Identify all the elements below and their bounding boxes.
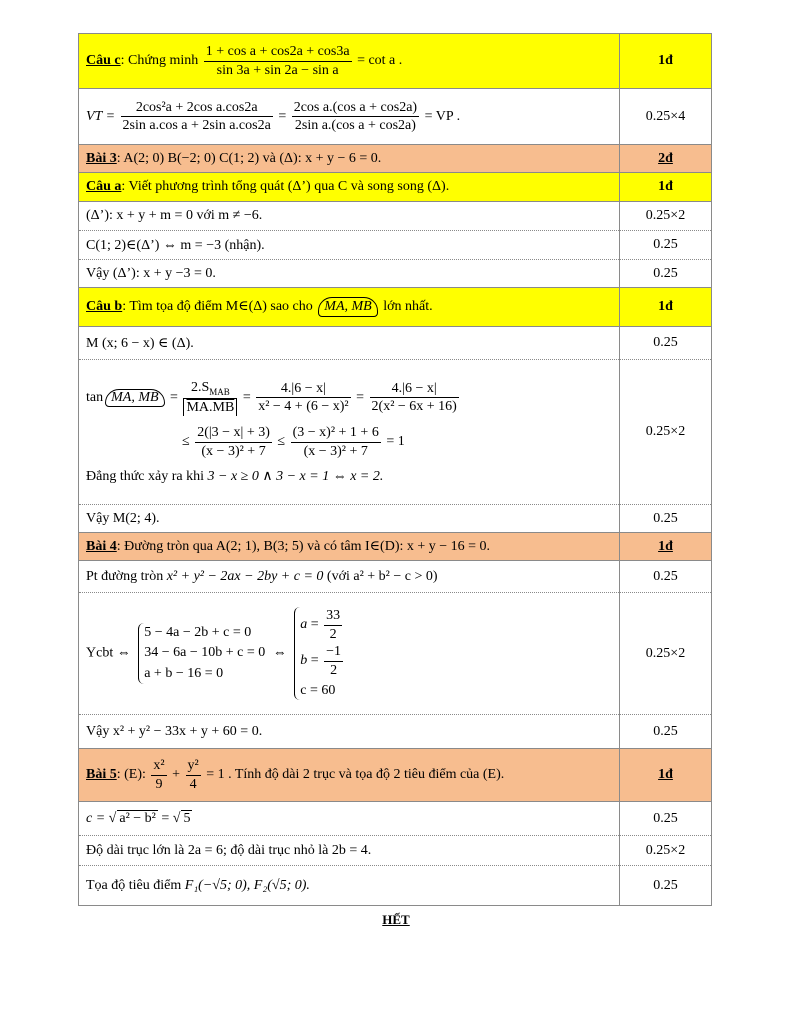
bai-3-label: Bài 3 bbox=[86, 150, 117, 166]
d1-score: 0.25 bbox=[620, 802, 712, 836]
row-d1 bbox=[79, 802, 712, 836]
row-d2 bbox=[79, 836, 712, 866]
a3-score: 0.25 bbox=[620, 260, 712, 288]
c2-a-num: 33 bbox=[324, 607, 342, 626]
cau-c-rhs: = cot a . bbox=[353, 53, 403, 69]
b3-text: Vậy M(2; 4). bbox=[79, 505, 620, 533]
bai-5-tail: = 1 . Tính độ dài 2 trục và tọa độ 2 tiêu điểm của (E). bbox=[202, 767, 505, 783]
bai-3-text: : A(2; 0) B(−2; 0) C(1; 2) và (Δ): x + y − 6 = 0. bbox=[116, 150, 382, 166]
cau-c-num: 1 + cos a + cos2a + cos3a bbox=[204, 43, 352, 62]
bai-4-score: 1đ bbox=[620, 533, 712, 561]
c2-eq-1: 5 − 4a − 2b + c = 0 bbox=[144, 625, 252, 641]
bai-5-d1: 9 bbox=[155, 776, 163, 792]
b2-f4-den: (x − 3)² + 7 bbox=[201, 443, 266, 459]
row-c1 bbox=[79, 561, 712, 593]
vt-den1: 2sin a.cos a + 2sin a.cos2a bbox=[122, 118, 271, 133]
row-b1 bbox=[79, 327, 712, 360]
b2-line-2: ≤ $\frac{2(|3 - x| + 3)}{\text{(x − 3)² + 7}}$ ≤ $\frac{\text{(3 − x)² + 1 + 6}}{\text{(x − 3)² + 7}}$ = 1 bbox=[182, 425, 405, 459]
a2-score: 0.25 bbox=[620, 231, 712, 260]
b1-text: M (x; 6 − x) ∈ (Δ). bbox=[79, 327, 620, 360]
b2-f1-num: 2.S bbox=[190, 379, 210, 395]
bai-5-d2: 4 bbox=[189, 776, 197, 792]
d3-foci: F₁(−√5; 0), F₂(√5; 0). bbox=[184, 877, 310, 893]
row-a3 bbox=[79, 260, 712, 288]
d1-mid: = bbox=[157, 811, 173, 826]
c3-score: 0.25 bbox=[620, 715, 712, 749]
d1-text: c = √ a² − b² = √ 5 bbox=[79, 802, 620, 836]
bai-5-question: Bài 5: (E): $\frac{\text{x²}}{9}$ + $\frac{\text{y²}}{4}$ = 1 . Tính độ dài 2 trục và tọa độ 2 tiêu điểm của (E). bbox=[79, 749, 620, 802]
c1-cond: (với a² + b² − c > 0) bbox=[323, 568, 438, 584]
c1-lead: Pt đường tròn bbox=[86, 568, 167, 584]
c2-system-2 bbox=[294, 607, 345, 699]
b2-f1-den: MA.MB bbox=[183, 399, 237, 417]
vt-frac-2 bbox=[292, 99, 419, 135]
bai-4-question bbox=[79, 533, 620, 561]
a1-score: 0.25×2 bbox=[620, 202, 712, 231]
b2-f5-den: (x − 3)² + 7 bbox=[303, 443, 368, 459]
c2-system-1 bbox=[138, 623, 265, 684]
b2-f3-num: 4.|6 − x| bbox=[370, 380, 459, 399]
cau-c-fraction bbox=[204, 43, 352, 79]
c2-b-line: b = $\frac{-1}{2}$ bbox=[300, 644, 342, 678]
d2-score: 0.25×2 bbox=[620, 836, 712, 866]
bai-5-frac-y bbox=[186, 757, 201, 793]
b2-eq-text: Đẳng thức xảy ra khi bbox=[86, 469, 208, 485]
row-bai-4 bbox=[79, 533, 712, 561]
cau-b-question bbox=[79, 288, 620, 327]
row-bai-3 bbox=[79, 145, 712, 173]
b2-derivation bbox=[79, 360, 620, 505]
b2-score: 0.25×2 bbox=[620, 360, 712, 505]
d1-rad2: 5 bbox=[183, 811, 191, 826]
c3-text: Vậy x² + y² − 33x + y + 60 = 0. bbox=[79, 715, 620, 749]
vt-rhs: = VP . bbox=[421, 108, 461, 124]
c2-eq-2: 34 − 6a − 10b + c = 0 bbox=[144, 645, 266, 661]
cau-a-label: Câu a bbox=[86, 179, 122, 194]
b2-f2-den: x² − 4 + (6 − x)² bbox=[258, 399, 349, 414]
cau-a-text: : Viết phương trình tổng quát (Δ’) qua C và song song (Δ). bbox=[121, 179, 450, 194]
vt-den2: 2sin a.(cos a + cos2a) bbox=[294, 118, 416, 133]
vt-frac-1 bbox=[121, 99, 273, 135]
cau-c-question bbox=[79, 34, 620, 89]
bai-5-lead: : (E): bbox=[116, 767, 150, 783]
c2-b-den: 2 bbox=[330, 662, 338, 678]
cau-b-angle: MA, MB bbox=[318, 297, 377, 317]
bai-4-text: : Đường tròn qua A(2; 1), B(3; 5) và có tâm I∈(D): x + y − 16 = 0. bbox=[116, 539, 491, 554]
row-vt bbox=[79, 89, 712, 145]
d3-score: 0.25 bbox=[620, 866, 712, 906]
bai-5-frac-x bbox=[151, 757, 166, 793]
c1-text bbox=[79, 561, 620, 593]
b2-frac-2 bbox=[256, 380, 350, 416]
b2-f5-num: (3 − x)² + 1 + 6 bbox=[291, 424, 381, 443]
b2-f2-num: 4.|6 − x| bbox=[256, 380, 350, 399]
a2-text: C(1; 2)∈(Δ’) ⇔ m = −3 (nhận). bbox=[79, 231, 620, 260]
bai-5-label: Bài 5 bbox=[86, 767, 117, 783]
bai-3-score: 2đ bbox=[620, 145, 712, 173]
c2-system: Ycbt ⇔ 5 − 4a − 2b + c = 0 34 − 6a − 10b + c = 0 a + b − 16 = 0 ⇔ a = $\frac{33}{2}$ b = $\frac{-1}{2}$ c = 60 bbox=[79, 593, 620, 715]
row-cau-c bbox=[79, 34, 712, 89]
b2-frac-3 bbox=[370, 380, 459, 416]
c2-a-frac bbox=[324, 607, 342, 643]
cau-a-question bbox=[79, 173, 620, 202]
d2-text: Độ dài trục lớn là 2a = 6; độ dài trục nhỏ là 2b = 4. bbox=[79, 836, 620, 866]
b2-frac-1 bbox=[183, 379, 237, 417]
end-marker: HẾT bbox=[382, 912, 410, 927]
a3-text: Vậy (Δ’): x + y −3 = 0. bbox=[79, 260, 620, 288]
row-a2 bbox=[79, 231, 712, 260]
c2-eq-3: a + b − 16 = 0 bbox=[144, 665, 224, 681]
row-cau-b bbox=[79, 288, 712, 327]
d1-lead: c = bbox=[86, 811, 109, 826]
b3-score: 0.25 bbox=[620, 505, 712, 533]
solution-table bbox=[78, 33, 712, 906]
row-d3 bbox=[79, 866, 712, 906]
b1-score: 0.25 bbox=[620, 327, 712, 360]
b2-f1-num-wrap bbox=[183, 379, 237, 399]
cau-c-lead: : Chứng minh bbox=[120, 53, 202, 69]
b2-frac-5 bbox=[291, 424, 381, 460]
cau-c-score: 1đ bbox=[620, 34, 712, 89]
cau-b-label: Câu b bbox=[86, 299, 123, 314]
c2-b-num: −1 bbox=[324, 643, 343, 662]
row-cau-a bbox=[79, 173, 712, 202]
b2-angle: MA, MB bbox=[105, 389, 164, 407]
b2-eq-cond: 3 − x ≥ 0 ∧ 3 − x = 1 ⇔ x = 2. bbox=[207, 469, 384, 485]
row-c3 bbox=[79, 715, 712, 749]
d3-lead: Tọa độ tiêu điểm bbox=[86, 877, 185, 893]
c2-lead: Ycbt ⇔ bbox=[86, 645, 135, 661]
b2-line-1: tan MA, MB = $\frac{2.S_{MAB}}{MA.MB}$ = $\frac{4.|6 - x|}{\text{x² − 4 + (6 − x)²}}$ = $\frac{4.|6 - x|}{\text{2(x² − 6x + 16)}}$ bbox=[86, 379, 457, 415]
b2-f3-den: 2(x² − 6x + 16) bbox=[371, 399, 457, 414]
b2-tan: tan bbox=[86, 389, 104, 405]
vt-num2: 2cos a.(cos a + cos2a) bbox=[292, 99, 419, 118]
vt-lhs: VT = bbox=[86, 108, 119, 124]
bai-3-question bbox=[79, 145, 620, 173]
b2-line-3 bbox=[86, 468, 612, 485]
bai-5-score: 1đ bbox=[620, 749, 712, 802]
row-b2 bbox=[79, 360, 712, 505]
vt-num1: 2cos²a + 2cos a.cos2a bbox=[121, 99, 273, 118]
cau-b-tail: lớn nhất. bbox=[379, 299, 433, 314]
cau-b-lead: : Tìm tọa độ điểm M∈(Δ) sao cho bbox=[122, 299, 317, 314]
c2-c-line: c = 60 bbox=[300, 683, 336, 699]
row-a1 bbox=[79, 202, 712, 231]
bai-5-n2: y² bbox=[186, 757, 201, 776]
c2-a-line: a = $\frac{33}{2}$ bbox=[300, 608, 341, 642]
d1-rad1: a² − b² bbox=[119, 811, 156, 826]
cau-c-label: Câu c bbox=[86, 53, 121, 69]
vt-score: 0.25×4 bbox=[620, 89, 712, 145]
b2-f4-num: 2(|3 − x| + 3) bbox=[195, 424, 272, 443]
b2-eq-one: = 1 bbox=[386, 434, 405, 450]
cau-b-score: 1đ bbox=[620, 288, 712, 327]
d3-text bbox=[79, 866, 620, 906]
bai-5-n1: x² bbox=[151, 757, 166, 776]
c1-eq: x² + y² − 2ax − 2by + c = 0 bbox=[166, 568, 324, 584]
c2-a-den: 2 bbox=[329, 626, 337, 642]
c2-b-frac bbox=[324, 643, 343, 679]
cau-a-score: 1đ bbox=[620, 173, 712, 202]
row-bai-5 bbox=[79, 749, 712, 802]
a1-text: (Δ’): x + y + m = 0 với m ≠ −6. bbox=[79, 202, 620, 231]
row-c2 bbox=[79, 593, 712, 715]
bai-4-label: Bài 4 bbox=[86, 539, 117, 554]
cau-c-den: sin 3a + sin 2a − sin a bbox=[216, 62, 339, 78]
row-b3 bbox=[79, 505, 712, 533]
vt-proof: VT = $\frac{\text{2cos²a + 2cos a.cos2a}}{\text{2sin a.cos a + 2sin a.cos2a}}$ = $\frac{\text{2cos a.(cos a + cos2a)}}{\text{2sin a.(cos a + cos2a)}}$ = VP . bbox=[79, 89, 620, 145]
c1-score: 0.25 bbox=[620, 561, 712, 593]
c2-score: 0.25×2 bbox=[620, 593, 712, 715]
b2-f1-sub: MAB bbox=[209, 386, 230, 397]
b2-frac-4 bbox=[195, 424, 272, 460]
